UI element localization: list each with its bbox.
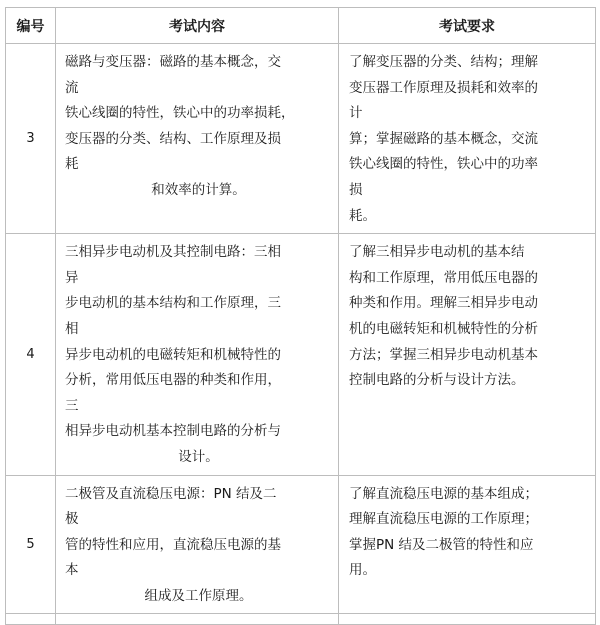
content-line: 极 bbox=[65, 511, 79, 528]
header-requirement: 考试要求 bbox=[339, 8, 596, 44]
header-number: 编号 bbox=[6, 8, 56, 44]
content-line: 耗 bbox=[65, 156, 79, 173]
requirement-line: 理解直流稳压电源的工作原理； bbox=[349, 511, 538, 528]
row-number: 5 bbox=[6, 475, 56, 614]
requirement-line: 方法；掌握三相异步电动机基本 bbox=[349, 346, 538, 363]
content-line: 变压器的分类、结构、工作原理及损 bbox=[65, 130, 281, 147]
requirement-line: 了解变压器的分类、结构；理解 bbox=[349, 54, 538, 70]
requirement-line: 了解三相异步电动机的基本结 bbox=[349, 244, 525, 261]
requirement-line: 用。 bbox=[349, 562, 376, 579]
content-line: 管的特性和应用，直流稳压电源的基 bbox=[65, 536, 281, 553]
row-number: 4 bbox=[6, 234, 56, 475]
requirement-line: 了解直流稳压电源的基本组成； bbox=[349, 485, 538, 502]
content-line: 铁心线圈的特性，铁心中的功率损耗， bbox=[65, 105, 295, 122]
header-content: 考试内容 bbox=[56, 8, 339, 44]
content-line: 设计。 bbox=[178, 448, 219, 465]
table-row-partial bbox=[6, 614, 596, 625]
requirement-line: 种类和作用。理解三相异步电动 bbox=[349, 295, 538, 312]
content-line: 异 bbox=[65, 269, 79, 286]
content-line: 相异步电动机基本控制电路的分析与 bbox=[65, 423, 281, 440]
content-line: 相 bbox=[65, 320, 79, 337]
requirement-line: 耗。 bbox=[349, 207, 376, 224]
content-line: 分析，常用低压电器的种类和作用， bbox=[65, 372, 281, 389]
content-line: 组成及工作原理。 bbox=[144, 587, 253, 604]
requirement-line: 构和工作原理，常用低压电器的 bbox=[349, 269, 538, 286]
requirement-cell bbox=[339, 44, 596, 234]
requirement-line: 控制电路的分析与设计方法。 bbox=[349, 372, 525, 389]
requirement-line: 计 bbox=[349, 105, 363, 122]
requirement-line: 变压器工作原理及损耗和效率的 bbox=[349, 79, 538, 96]
content-line: 二极管及直流稳压电源：PN 结及二 bbox=[65, 485, 277, 502]
content-line: 流 bbox=[65, 79, 79, 96]
content-cell bbox=[56, 234, 339, 475]
header-row bbox=[6, 8, 596, 44]
content-line: 磁路与变压器：磁路的基本概念，交 bbox=[65, 54, 281, 70]
requirement-cell bbox=[339, 234, 596, 475]
empty-cell bbox=[6, 614, 56, 625]
content-line: 本 bbox=[65, 562, 79, 579]
empty-cell bbox=[339, 614, 596, 625]
content-line: 和效率的计算。 bbox=[151, 181, 246, 198]
content-line: 三 bbox=[65, 397, 79, 414]
row-number: 3 bbox=[6, 44, 56, 234]
content-cell bbox=[56, 475, 339, 614]
requirement-line: 掌握PN 结及二极管的特性和应 bbox=[349, 536, 534, 553]
requirement-line: 机的电磁转矩和机械特性的分析 bbox=[349, 320, 538, 337]
empty-cell bbox=[56, 614, 339, 625]
requirement-cell bbox=[339, 475, 596, 614]
table-row bbox=[6, 234, 596, 475]
exam-syllabus-table bbox=[5, 7, 596, 625]
content-line: 异步电动机的电磁转矩和机械特性的 bbox=[65, 346, 281, 363]
requirement-line: 损 bbox=[349, 181, 363, 198]
content-line: 三相异步电动机及其控制电路：三相 bbox=[65, 244, 281, 261]
table-row bbox=[6, 44, 596, 234]
content-line: 步电动机的基本结构和工作原理，三 bbox=[65, 295, 281, 312]
requirement-line: 算；掌握磁路的基本概念，交流 bbox=[349, 130, 538, 147]
requirement-line: 铁心线圈的特性，铁心中的功率 bbox=[349, 156, 538, 173]
content-cell bbox=[56, 44, 339, 234]
table-row bbox=[6, 475, 596, 614]
